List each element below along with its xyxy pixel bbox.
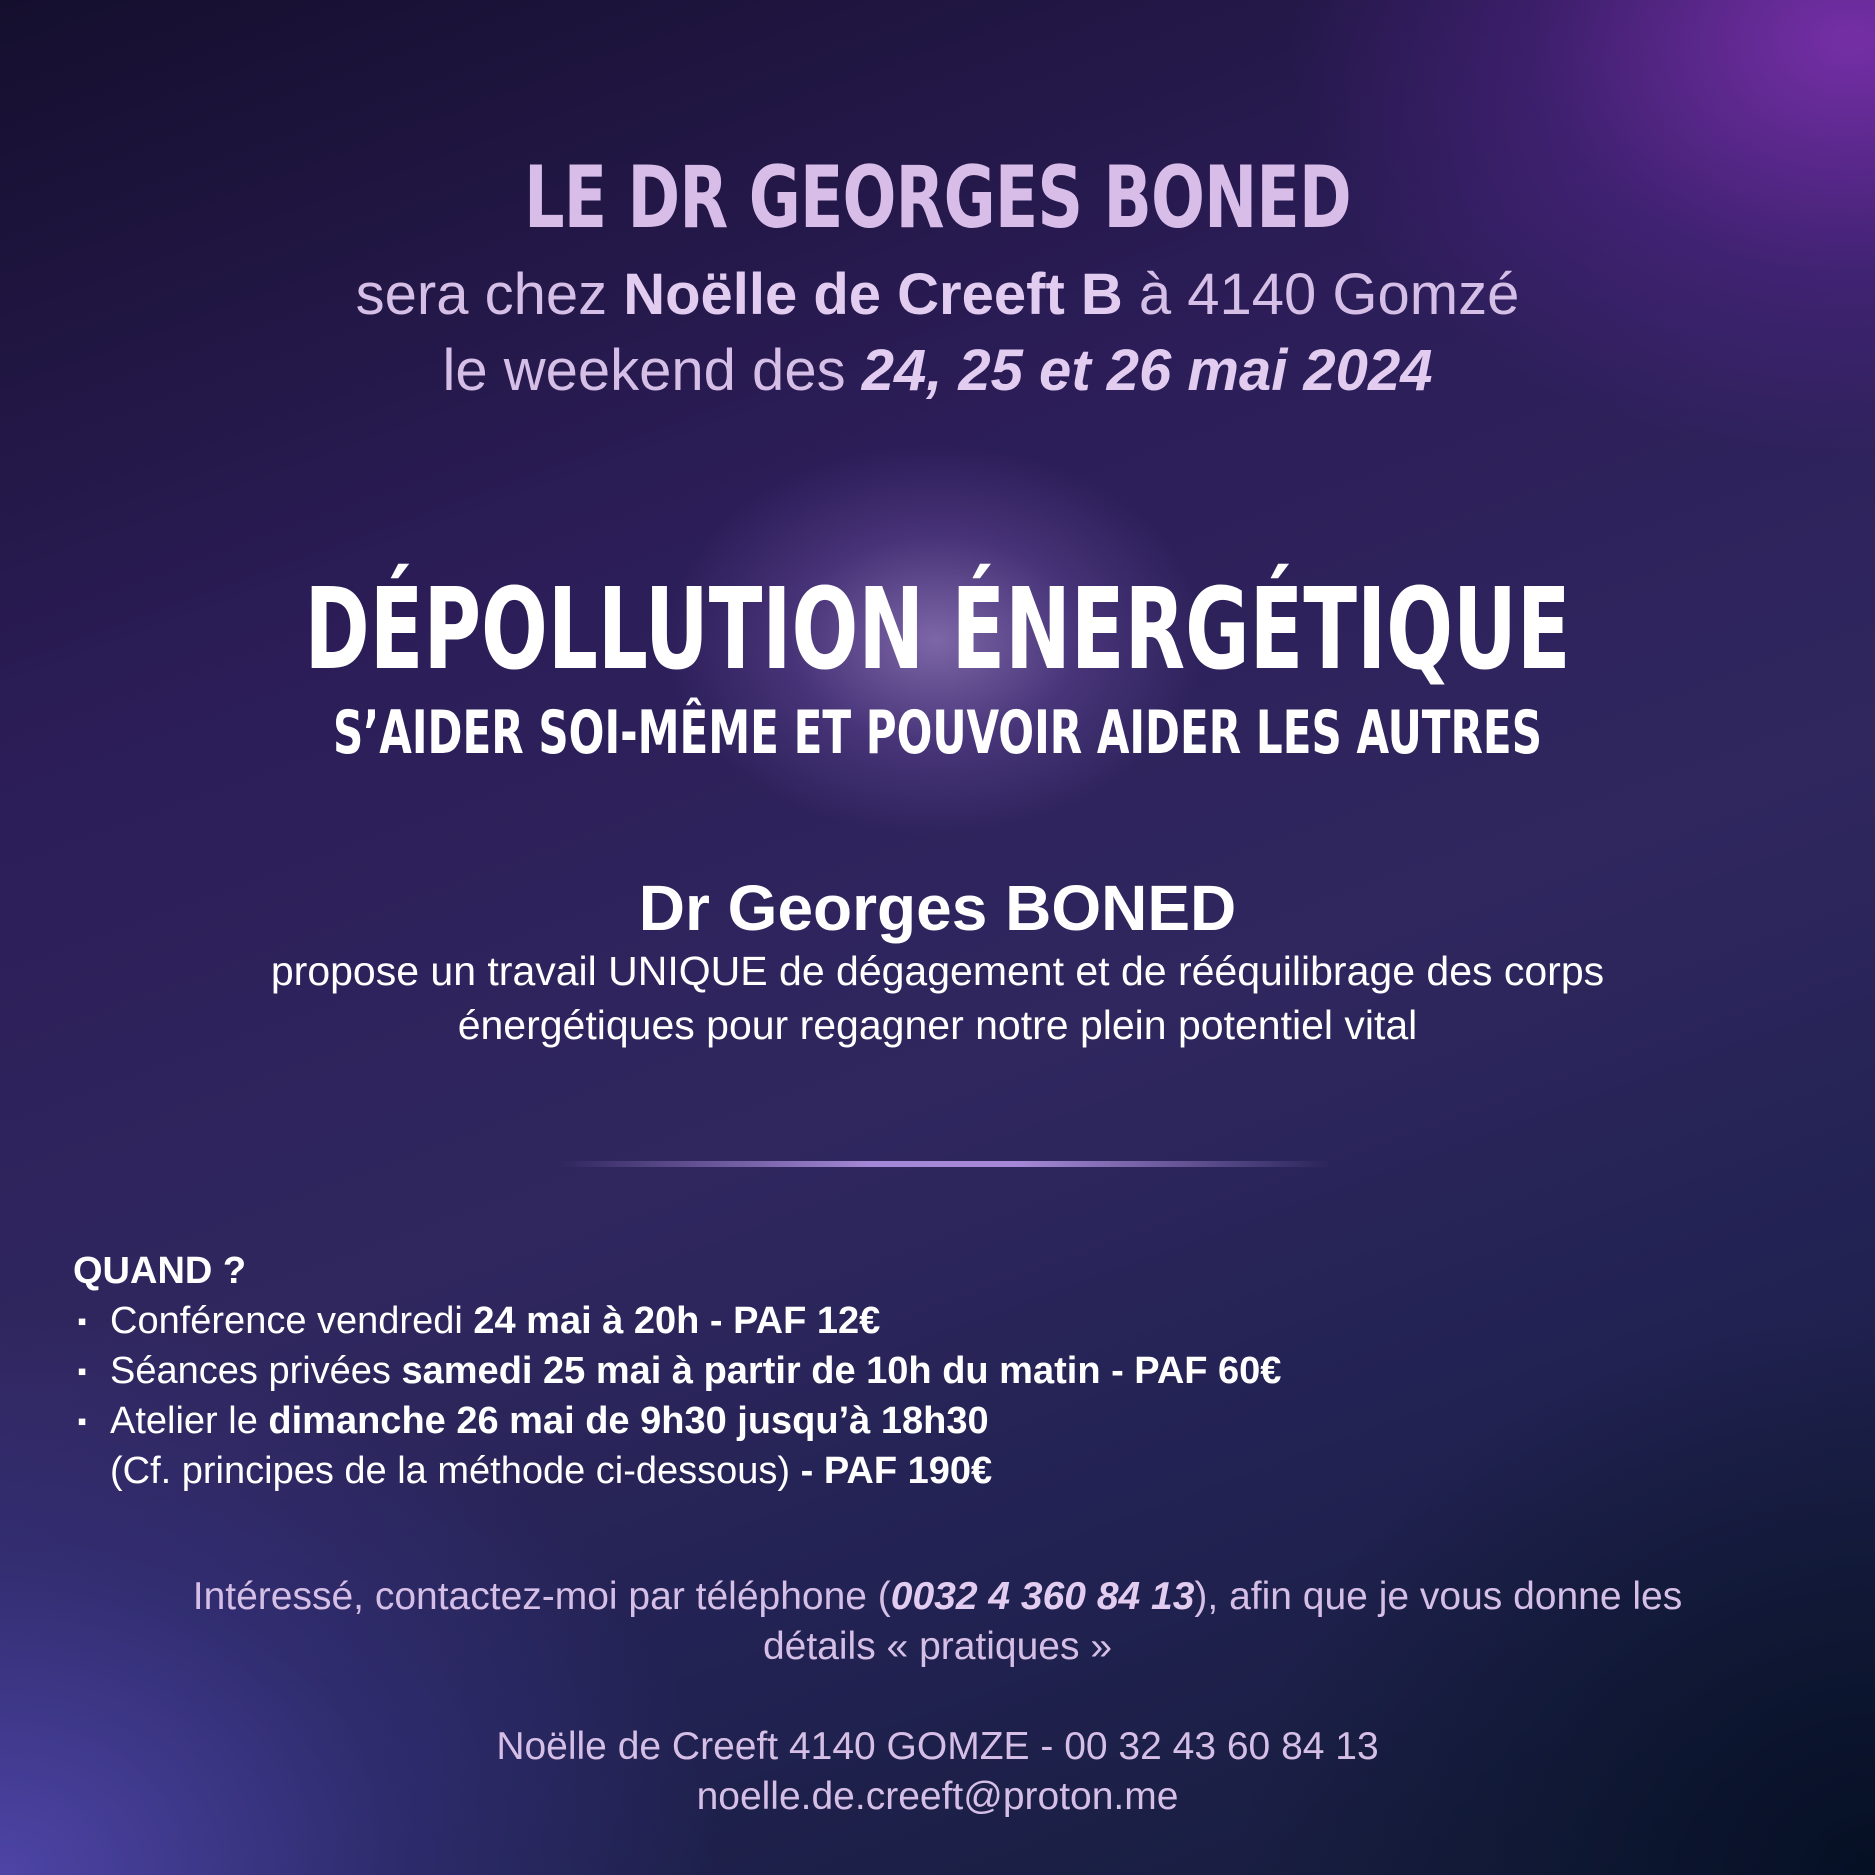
- doctor-desc-line-1: propose un travail UNIQUE de dégagement et de rééquilibrage des corps: [270, 948, 1605, 994]
- schedule-item-price: - PAF 190€: [800, 1450, 993, 1492]
- headline-title: DÉPOLLUTION ÉNERGÉTIQUE: [304, 565, 1571, 695]
- doctor-name: Dr Georges BONED: [638, 872, 1237, 944]
- bullet-icon: ▪: [77, 1406, 87, 1436]
- event-dates-line: [0, 338, 1875, 404]
- schedule-item-detail: dimanche 26 mai de 9h30 jusqu’à 18h30: [268, 1400, 989, 1442]
- contact-prefix: Intéressé, contactez-moi par téléphone (: [192, 1575, 891, 1618]
- schedule-item-workshop: [73, 1396, 1793, 1496]
- schedule-title: QUAND ?: [73, 1250, 247, 1292]
- doctor-description: [0, 944, 1875, 1052]
- contact-line-2: détails « pratiques »: [762, 1625, 1113, 1668]
- contact-phone: 0032 4 360 84 13: [890, 1575, 1195, 1618]
- event-dates: 24, 25 et 26 mai 2024: [861, 338, 1433, 403]
- schedule-item-label: Conférence vendredi: [110, 1300, 474, 1342]
- contact-info: [0, 1572, 1875, 1672]
- schedule-item-note: (Cf. principes de la méthode ci-dessous): [110, 1450, 801, 1492]
- bullet-icon: ▪: [77, 1306, 87, 1336]
- footer-email: noelle.de.creeft@proton.me: [696, 1775, 1179, 1818]
- footer-address-phone: Noëlle de Creeft 4140 GOMZE - 00 32 43 60 84 13: [496, 1725, 1379, 1768]
- schedule-section: [73, 1246, 1793, 1496]
- doctor-desc-line-2: énergétiques pour regagner notre plein potentiel vital: [457, 1002, 1418, 1048]
- schedule-item-conference: [73, 1296, 1793, 1346]
- schedule-item-label: Séances privées: [110, 1350, 402, 1392]
- host-location-line: [0, 262, 1875, 328]
- contact-suffix: ), afin que je vous donne les: [1194, 1575, 1683, 1618]
- host-name: Noëlle de Creeft B: [623, 262, 1123, 327]
- schedule-list: [73, 1296, 1793, 1496]
- poster-header-title: LE DR GEORGES BONED: [524, 148, 1351, 248]
- footer-contact: [0, 1722, 1875, 1822]
- schedule-item-label: Atelier le: [110, 1400, 269, 1442]
- headline-subtitle: S’AIDER SOI-MÊME ET POUVOIR AIDER LES AUTRES: [332, 698, 1543, 768]
- host-location: à 4140 Gomzé: [1122, 262, 1520, 327]
- schedule-item-detail: 24 mai à 20h - PAF 12€: [473, 1300, 881, 1342]
- dates-prefix: le weekend des: [442, 338, 862, 403]
- bullet-icon: ▪: [77, 1356, 87, 1386]
- host-prefix: sera chez: [355, 262, 624, 327]
- schedule-item-detail: samedi 25 mai à partir de 10h du matin - PAF 60€: [401, 1350, 1282, 1392]
- schedule-item-private-sessions: [73, 1346, 1793, 1396]
- section-divider: [560, 1161, 1330, 1167]
